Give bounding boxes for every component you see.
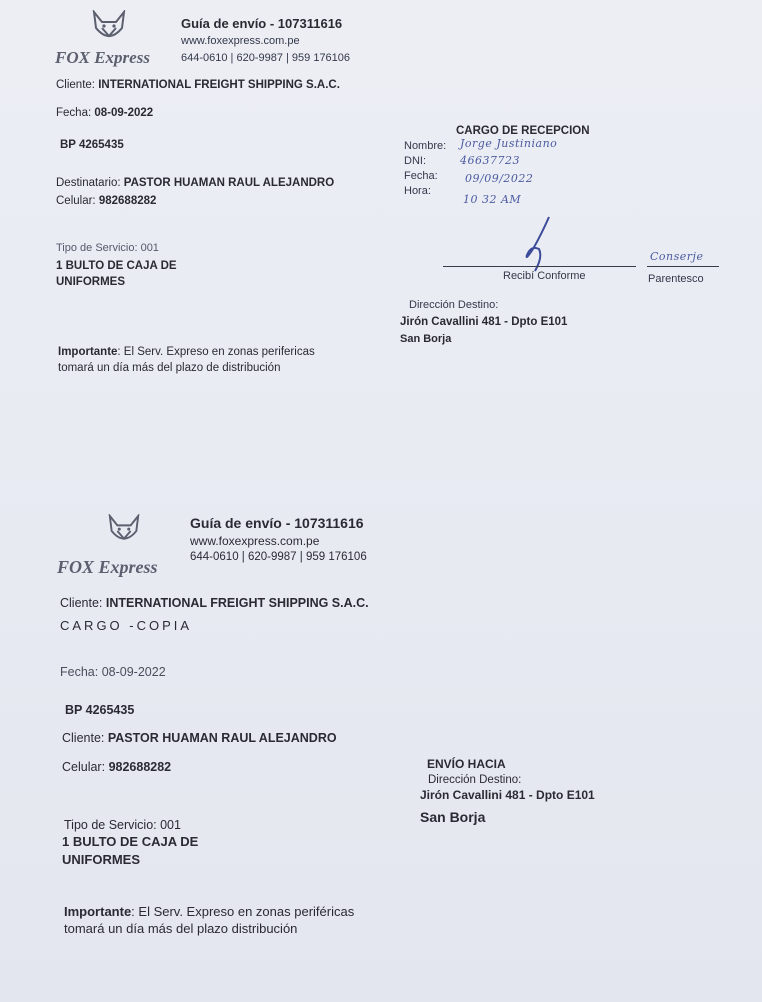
phones-copy: 644-0610 | 620-9987 | 959 176106 <box>190 551 367 563</box>
receipt-name-label: Nombre: <box>404 140 447 152</box>
package-line-1-copy: 1 BULTO DE CAJA DE <box>62 834 199 849</box>
client-label-copy: Cliente: <box>60 596 103 610</box>
phone-label-copy: Celular: <box>62 760 106 774</box>
receipt-dni-label: DNI: <box>404 155 426 167</box>
fox-logo-icon-copy <box>104 514 144 550</box>
ship-to-heading: ENVÍO HACIA <box>427 757 506 771</box>
recipient-line-copy <box>62 731 337 745</box>
received-label: Recibí Conforme <box>503 270 586 282</box>
date-line <box>56 107 153 119</box>
service-type-copy: Tipo de Servicio: 001 <box>64 818 181 832</box>
receipt-date-value: 09/09/2022 <box>465 172 534 185</box>
signature-line <box>443 266 636 267</box>
destination-district-copy: San Borja <box>420 809 486 825</box>
client-value-copy: INTERNATIONAL FREIGHT SHIPPING S.A.C. <box>105 596 369 610</box>
destination-label: Dirección Destino: <box>409 299 499 311</box>
receipt-dni-value: 46637723 <box>460 154 520 167</box>
phone-label: Celular: <box>56 195 96 207</box>
relation-label: Parentesco <box>648 273 704 285</box>
package-line-2: UNIFORMES <box>56 276 125 288</box>
destination-address: Jirón Cavallini 481 - Dpto E101 <box>400 316 568 328</box>
copy-label: CARGO -COPIA <box>60 618 193 633</box>
date-value: 08-09-2022 <box>94 107 154 119</box>
website: www.foxexpress.com.pe <box>181 35 300 47</box>
client-label: Cliente: <box>56 79 95 91</box>
service-type: Tipo de Servicio: 001 <box>56 242 159 254</box>
phone-line <box>56 195 156 207</box>
package-line-2-copy: UNIFORMES <box>62 852 140 867</box>
client-line-copy <box>60 596 369 610</box>
important-label-copy: Importante <box>64 904 132 919</box>
client-value: INTERNATIONAL FREIGHT SHIPPING S.A.C. <box>98 79 340 91</box>
bp-number: BP 4265435 <box>60 139 124 151</box>
receipt-time-value: 10 32 AM <box>463 193 522 206</box>
important-note-line-2: tomará un día más del plazo de distribución <box>58 362 281 374</box>
bp-number-copy: BP 4265435 <box>65 703 135 717</box>
guide-title: Guía de envío - 107311616 <box>181 16 343 31</box>
phone-line-copy <box>62 760 171 774</box>
fox-logo-icon <box>88 10 130 48</box>
guide-title-copy: Guía de envío - 107311616 <box>190 515 364 531</box>
important-label: Importante <box>58 346 118 358</box>
important-note-line-1: Importante: El Serv. Expreso en zonas perifericas <box>58 346 315 358</box>
receipt-time-label: Hora: <box>404 185 431 197</box>
recipient-label-copy: Cliente: <box>62 731 105 745</box>
receipt-name-value: Jorge Justiniano <box>460 137 558 150</box>
receipt-date-label: Fecha: <box>404 170 438 182</box>
recipient-value: PASTOR HUAMAN RAUL ALEJANDRO <box>123 177 335 189</box>
brand-logo-text: FOX Express <box>55 48 150 67</box>
brand-logo-text-copy: FOX Express <box>57 557 158 577</box>
receipt-heading: CARGO DE RECEPCION <box>456 125 590 137</box>
recipient-value-copy: PASTOR HUAMAN RAUL ALEJANDRO <box>107 731 337 745</box>
date-value-copy: 08-09-2022 <box>101 665 166 679</box>
date-label: Fecha: <box>56 107 92 119</box>
date-label-copy: Fecha: <box>60 665 99 679</box>
package-line-1: 1 BULTO DE CAJA DE <box>56 260 177 272</box>
important-note-line-2-copy: tomará un día más del plazo distribución <box>64 921 298 936</box>
phones: 644-0610 | 620-9987 | 959 176106 <box>181 52 351 64</box>
phone-value-copy: 982688282 <box>108 760 172 774</box>
website-copy: www.foxexpress.com.pe <box>190 534 320 548</box>
relation-line <box>647 266 719 267</box>
important-note-line-1-copy: Importante: El Serv. Expreso en zonas periféricas <box>64 904 355 919</box>
destination-label-copy: Dirección Destino: <box>428 774 522 786</box>
date-line-copy <box>60 665 166 679</box>
client-line <box>56 79 340 91</box>
recipient-label: Destinatario: <box>56 177 121 189</box>
relation-value: Conserje <box>650 250 704 263</box>
destination-address-copy: Jirón Cavallini 481 - Dpto E101 <box>420 788 595 802</box>
destination-district: San Borja <box>400 333 452 345</box>
recipient-line <box>56 177 334 189</box>
phone-value: 982688282 <box>98 195 157 207</box>
